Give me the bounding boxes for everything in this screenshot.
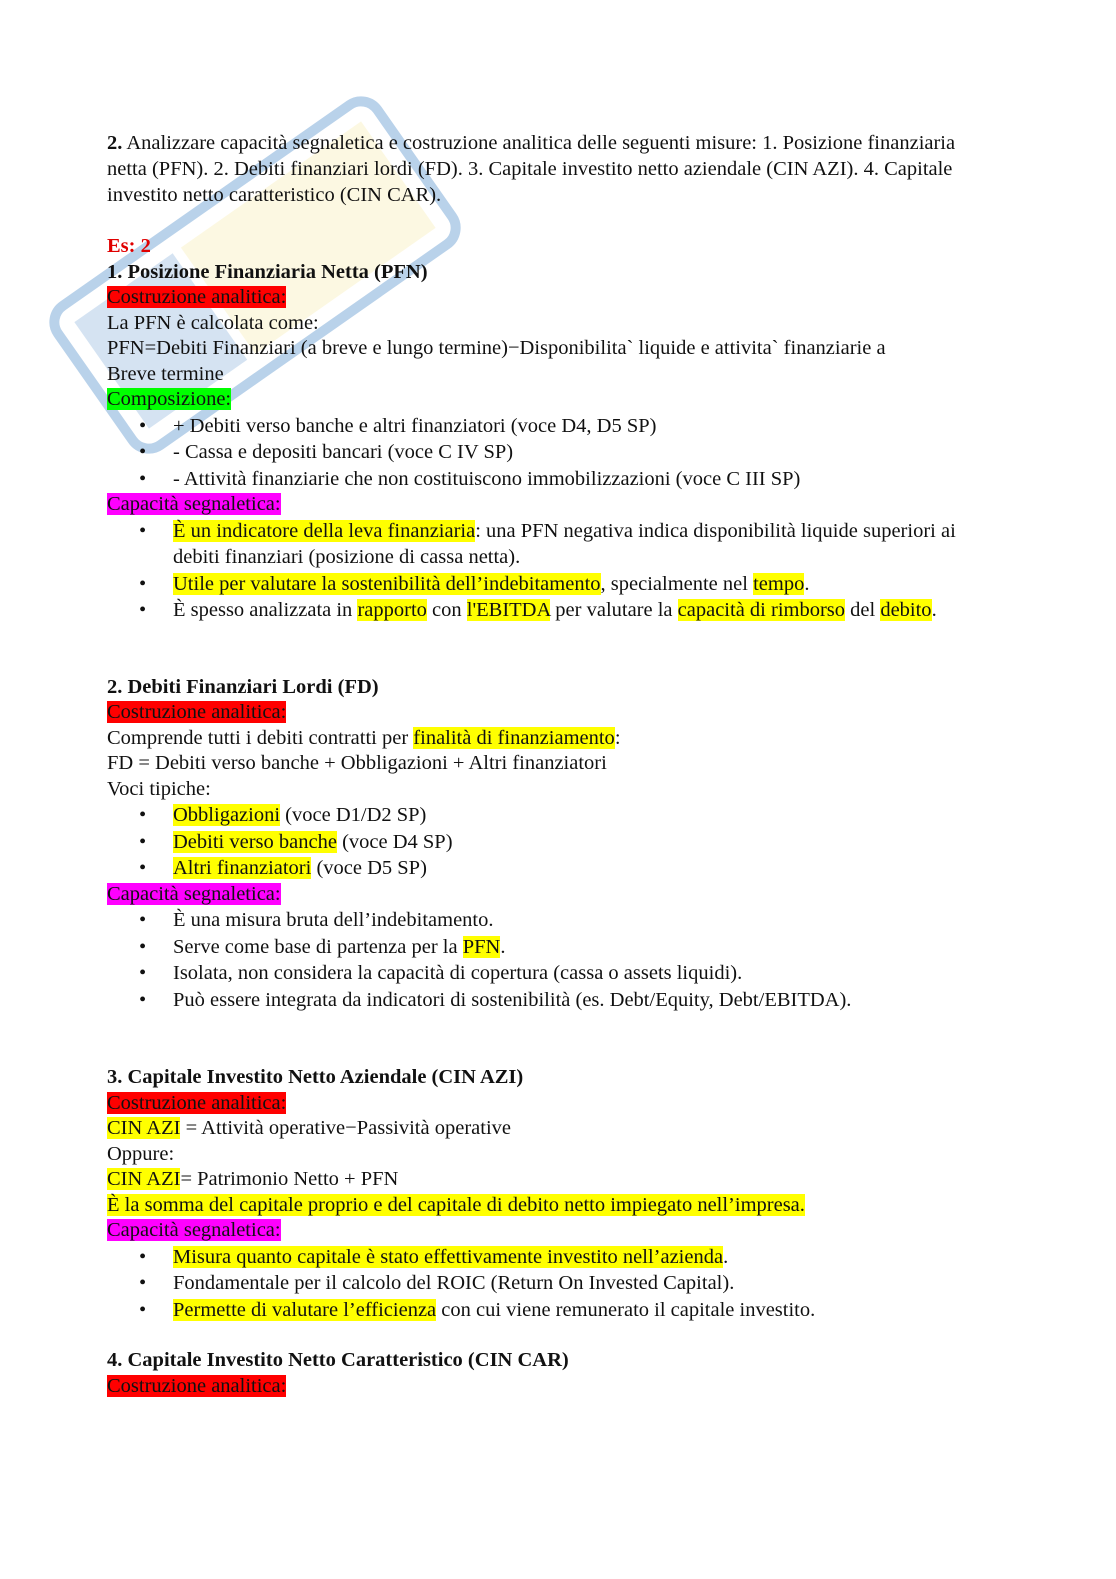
list-item: • È spesso analizzata in rapporto con l'EBITDA per valutare la capacità di rimborso del debito. <box>107 597 987 624</box>
list-item: • Debiti verso banche (voce D4 SP) <box>107 829 987 856</box>
capacita-label: Capacità segnaletica: <box>107 882 281 905</box>
list-item: • Può essere integrata da indicatori di sostenibilità (es. Debt/Equity, Debt/EBITDA). <box>107 987 987 1014</box>
capacita-label: Capacità segnaletica: <box>107 1219 281 1241</box>
intro-text: Analizzare capacità segnaletica e costruzione analitica delle seguenti misure: 1. Posizione finanziaria netta (PFN). 2. Debiti finanziari lordi (FD). 3. Capitale investito netto aziendale (CIN AZI). 4. Capitale investito netto caratteristico (CIN CAR). <box>107 132 956 206</box>
list-item: • + Debiti verso banche e altri finanziatori (voce D4, D5 SP) <box>107 413 987 440</box>
list-item: • Altri finanziatori (voce D5 SP) <box>107 855 987 882</box>
es-label: Es: 2 <box>107 235 151 257</box>
list-item: • È una misura bruta dell’indebitamento. <box>107 907 987 934</box>
costruzione-label: Costruzione analitica: <box>107 701 287 723</box>
costruzione-label: Costruzione analitica: <box>107 286 287 308</box>
s3-summary: È la somma del capitale proprio e del capitale di debito netto impiegato nell’impresa. <box>107 1193 805 1216</box>
s2-capacita-list <box>107 907 987 1013</box>
list-item: • Fondamentale per il calcolo del ROIC (Return On Invested Capital). <box>107 1270 987 1297</box>
section-4-heading: 4. Capitale Investito Netto Caratteristico (CIN CAR) <box>107 1349 569 1371</box>
s1-formula-line1: PFN=Debiti Finanziari (a breve e lungo termine)−Disponibilita` liquide e attivita` finanziarie a <box>107 337 886 359</box>
composizione-label: Composizione: <box>107 388 232 410</box>
capacita-label: Capacità segnaletica: <box>107 493 281 515</box>
composizione-list <box>107 413 987 493</box>
list-item: • - Cassa e depositi bancari (voce C IV SP) <box>107 439 987 466</box>
intro-number: 2. <box>107 132 123 154</box>
s1-formula-line2: Breve termine <box>107 362 224 385</box>
costruzione-label: Costruzione analitica: <box>107 1374 287 1397</box>
section-3-heading: 3. Capitale Investito Netto Aziendale (CIN AZI) <box>107 1066 524 1088</box>
list-item: • Misura quanto capitale è stato effettivamente investito nell’azienda. <box>107 1244 987 1271</box>
s2-voci-label: Voci tipiche: <box>107 777 211 800</box>
list-item: • Utile per valutare la sostenibilità dell’indebitamento, specialmente nel tempo. <box>107 571 987 598</box>
s3-formula-1: CIN AZI = Attività operative−Passività operative <box>107 1117 511 1139</box>
list-item: • - Attività finanziarie che non costituiscono immobilizzazioni (voce C III SP) <box>107 466 987 493</box>
list-item: • Obbligazioni (voce D1/D2 SP) <box>107 802 987 829</box>
s3-capacita-list <box>107 1244 987 1324</box>
document-page <box>107 130 987 1399</box>
s3-oppure: Oppure: <box>107 1142 175 1165</box>
s2-formula: FD = Debiti verso banche + Obbligazioni + Altri finanziatori <box>107 752 607 774</box>
voci-list <box>107 802 987 882</box>
list-item: • Permette di valutare l’efficienza con cui viene remunerato il capitale investito. <box>107 1297 987 1324</box>
s2-line1: Comprende tutti i debiti contratti per finalità di finanziamento: <box>107 726 621 749</box>
list-item: • Serve come base di partenza per la PFN. <box>107 934 987 961</box>
intro-paragraph <box>107 130 987 208</box>
section-2-heading: 2. Debiti Finanziari Lordi (FD) <box>107 675 379 698</box>
costruzione-label: Costruzione analitica: <box>107 1091 287 1114</box>
s1-capacita-list <box>107 518 987 624</box>
list-item: • È un indicatore della leva finanziaria: una PFN negativa indica disponibilità liquide superiori ai debiti finanziari (posizione di cassa netta). <box>107 518 987 571</box>
list-item: • Isolata, non considera la capacità di copertura (cassa o assets liquidi). <box>107 960 987 987</box>
section-1-heading: 1. Posizione Finanziaria Netta (PFN) <box>107 260 428 283</box>
s1-line1: La PFN è calcolata come: <box>107 311 319 334</box>
s3-formula-2: CIN AZI= Patrimonio Netto + PFN <box>107 1168 399 1190</box>
